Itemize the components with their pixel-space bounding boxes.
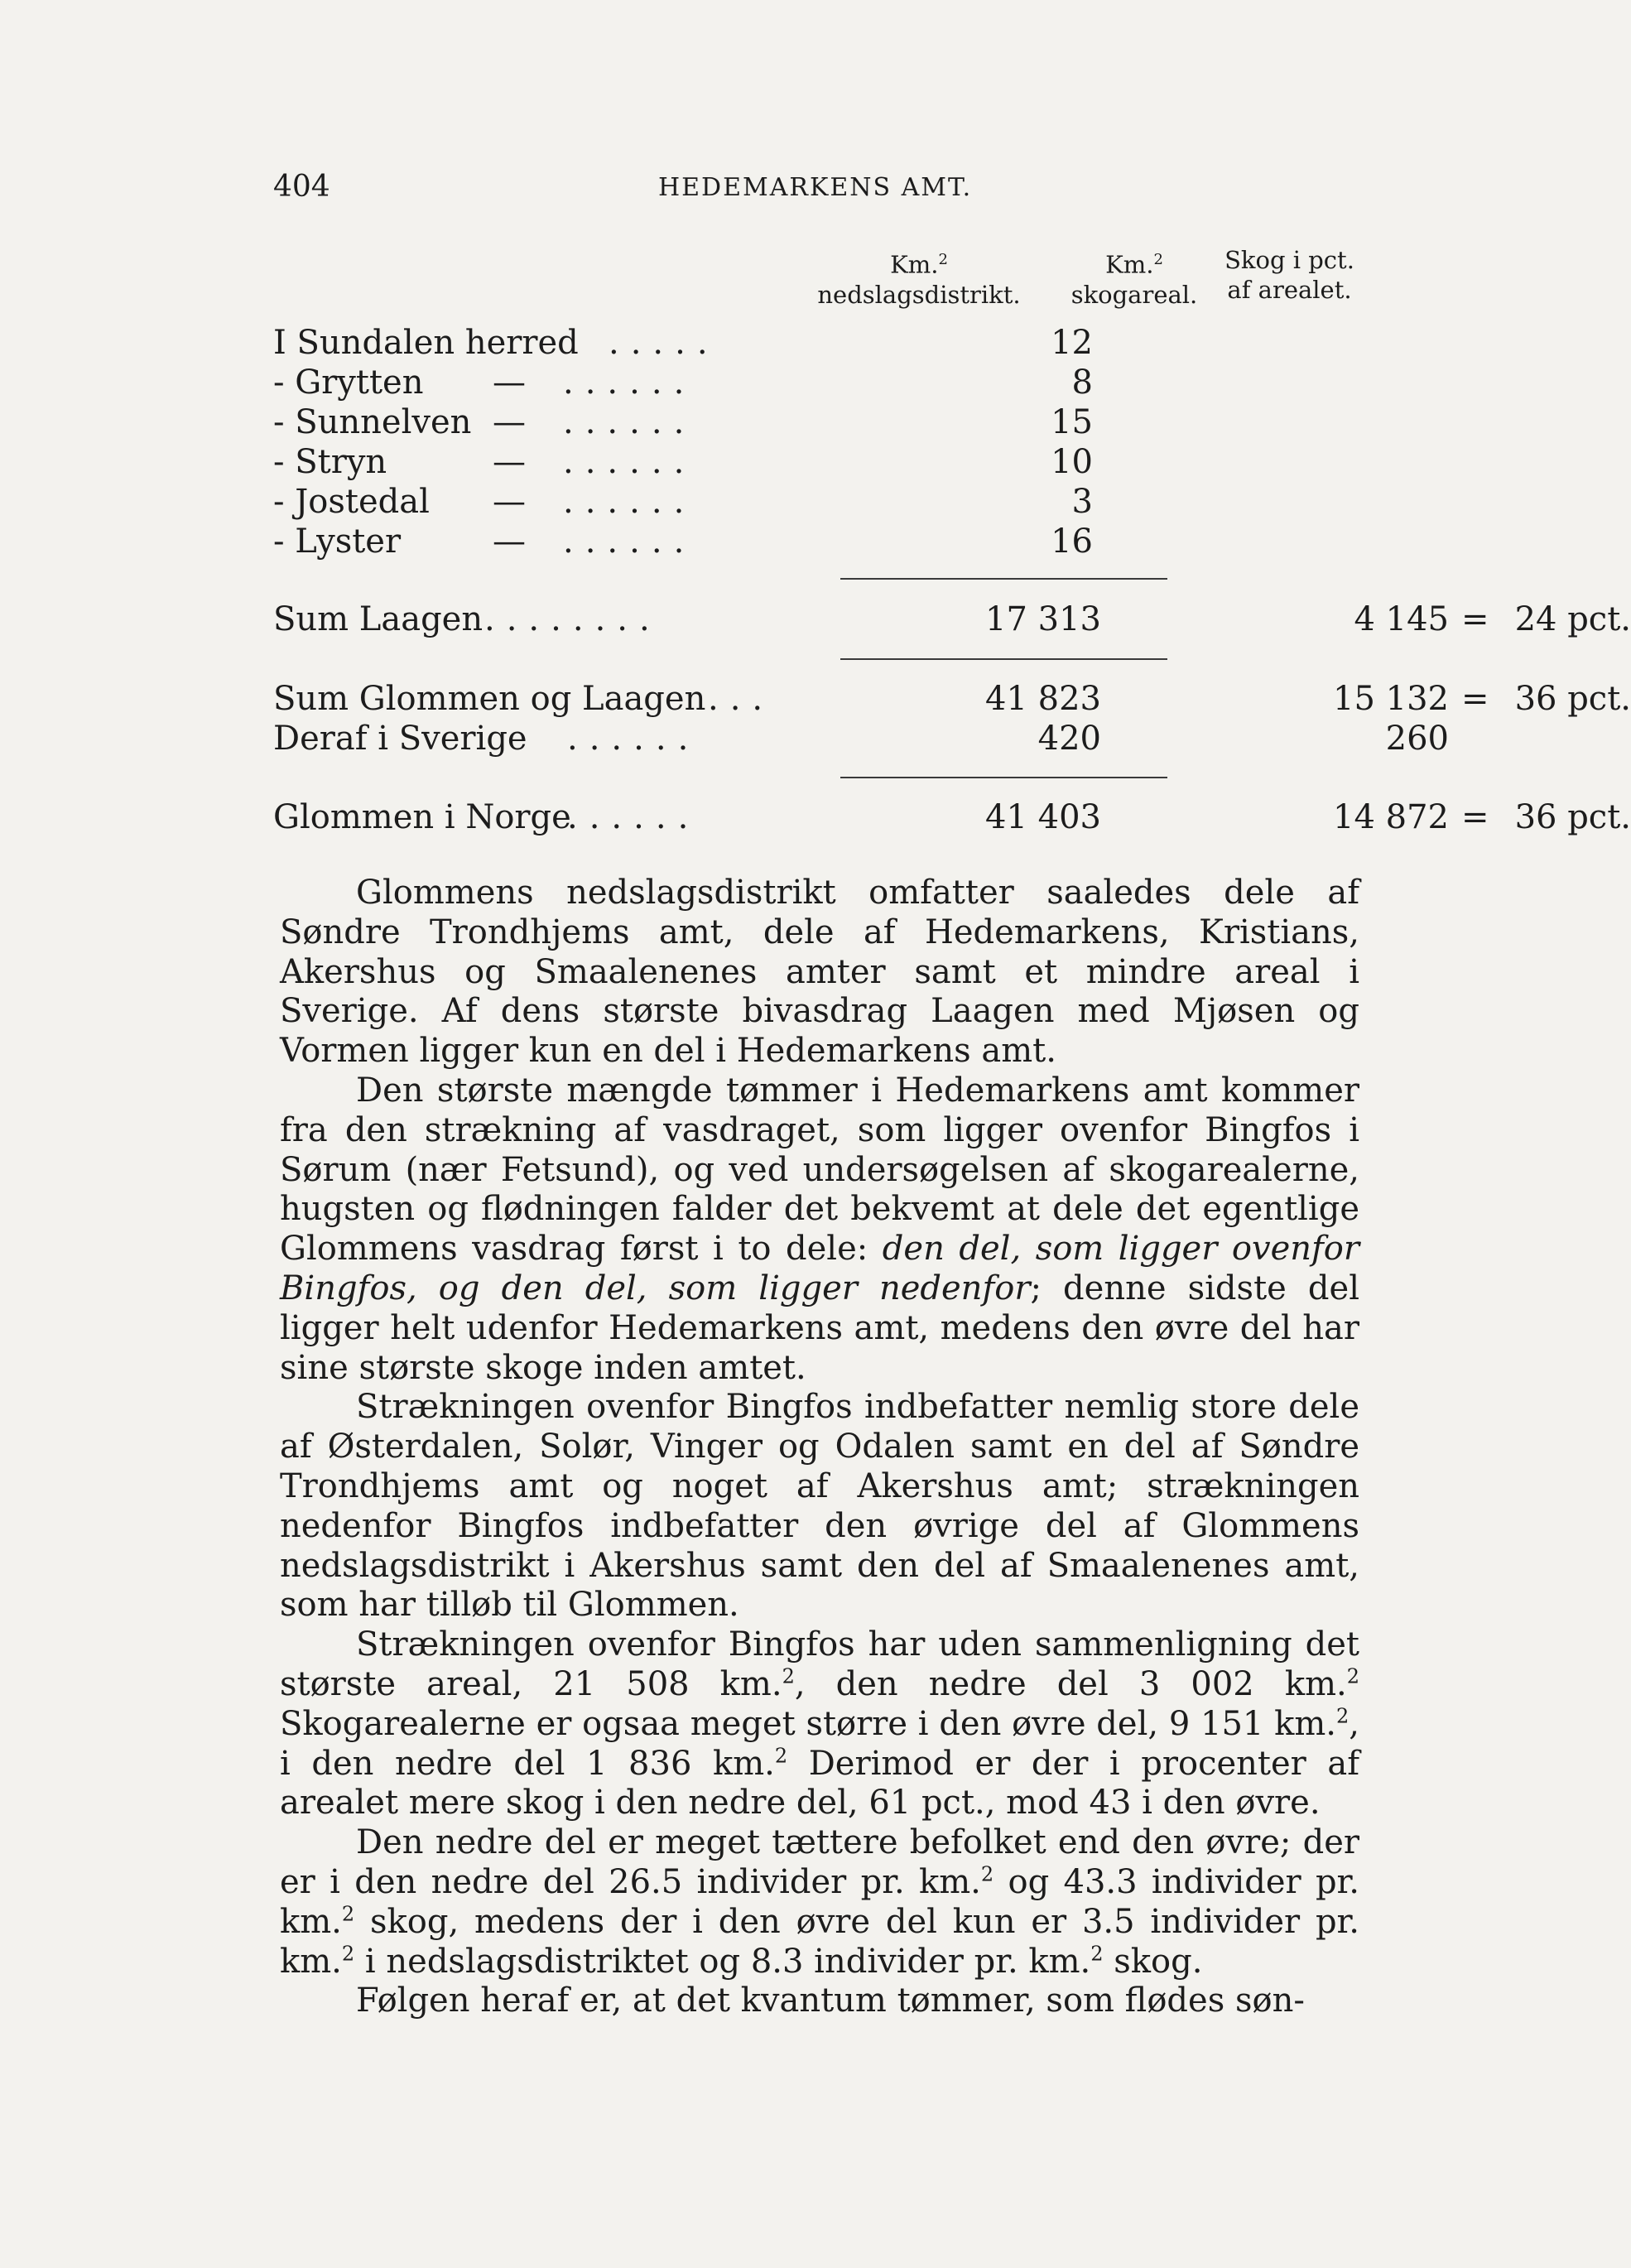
nedslag-value: 8 — [1071, 364, 1093, 402]
leader-dots: ...... — [563, 403, 696, 441]
nedslag-value: 17 313 — [985, 600, 1101, 638]
nedslag-value: 41 403 — [985, 798, 1101, 836]
nedslag-value: 10 — [1051, 443, 1093, 481]
nedslag-value: 41 823 — [985, 680, 1101, 718]
row-label: - Grytten — [273, 364, 424, 402]
ditto-dash: — — [493, 364, 526, 402]
equals-sign: = — [1461, 680, 1489, 718]
paragraph: Følgen heraf er, at det kvantum tømmer, som flødes søn- — [356, 1981, 1305, 2020]
pct-value: 36 pct. — [1514, 798, 1631, 836]
equals-sign: = — [1461, 600, 1489, 638]
sum-glommen-laagen-row — [273, 679, 1631, 719]
table-row — [273, 442, 1358, 482]
column-header-skogareal: Km.$^2$ skogareal. — [1070, 250, 1198, 309]
leader-dots: ...... — [567, 798, 700, 836]
ditto-dash: — — [493, 443, 526, 481]
sum-rule — [840, 658, 1167, 660]
nedslag-value: 420 — [1037, 720, 1101, 758]
page-number: 404 — [273, 170, 330, 204]
paragraph: Strækningen ovenfor Bingfos indbefatter nemlig store dele af Østerdalen, Solør, Vinger og Odalen samt en del af Søndre Trondhjems amt og noget af Akershus amt; strækningen nedenfor Bingfos indbefatter den øvrige del af Glommens nedslagsdistrikt i Akershus samt den del af Smaalenenes amt, som har tilløb til Glommen. — [280, 1388, 1359, 1625]
pct-value: 36 pct. — [1514, 680, 1631, 718]
nedslag-value: 3 — [1071, 483, 1093, 521]
row-label: - Stryn — [273, 443, 387, 481]
leader-dots: ..... — [609, 324, 719, 362]
deraf-sverige-row — [273, 719, 1449, 758]
paragraph: Den største mængde tømmer i Hedemarkens amt kommer fra den strækning af vasdraget, som ligger ovenfor Bingfos i Sørum (nær Fetsund), og ved undersøgelsen af skogarealerne, hugsten og flødningen falder det bekvemt at dele det egentlige Glommens vasdrag først i to dele: den del, som ligger ovenfor Bingfos, og den del, som ligger nedenfor; denne sidste del ligger helt udenfor Hedemarkens amt, medens den øvre del har sine største skoge inden amtet. — [280, 1071, 1360, 1387]
page-header — [273, 170, 1358, 211]
paragraph: Glommens nedslagsdistrikt omfatter saaledes dele af Søndre Trondhjems amt, dele af Hedemarkens, Kristians, Akershus og Smaalenenes amter samt et mindre areal i Sverige. Af dens største bivasdrag Laagen med Mjøsen og Vormen ligger kun en del i Hedemarkens amt. — [280, 874, 1359, 1071]
row-label: Sum Glommen og Laagen — [273, 680, 706, 718]
ditto-dash: — — [493, 522, 526, 561]
row-label: - Sunnelven — [273, 403, 472, 441]
table-row — [273, 363, 1358, 402]
table-row — [273, 482, 1358, 522]
leader-dots: ........ — [484, 600, 662, 638]
nedslag-value: 15 — [1051, 403, 1093, 441]
paragraph: Strækningen ovenfor Bingfos har uden sammenligning det største areal, 21 508 km.$^2$, den nedre del 3 002 km.$^2$ Skogarealerne er ogsaa meget større i den øvre del, 9 151 km.$^2$, i den nedre del 1 836 km.$^2$ Derimod er der i procenter af arealet mere skog i den nedre del, 61 pct., mod 43 i den øvre. — [280, 1625, 1360, 1823]
table-row — [273, 402, 1358, 442]
table-row — [273, 323, 1358, 363]
nedslag-value: 12 — [1051, 324, 1093, 362]
leader-dots: ...... — [563, 483, 696, 521]
row-label: Deraf i Sverige — [273, 720, 527, 758]
row-label: I Sundalen herred — [273, 324, 579, 362]
skog-value: 14 872 — [1333, 798, 1449, 836]
row-label: - Jostedal — [273, 483, 430, 521]
ditto-dash: — — [493, 403, 526, 441]
leader-dots: ...... — [563, 443, 696, 481]
table-row — [273, 522, 1358, 561]
leader-dots: ...... — [563, 364, 696, 402]
italic-emphasis: den del, som ligger ovenfor Bingfos, og den del, som ligger nedenfor — [280, 1230, 1360, 1307]
sum-laagen-row — [273, 600, 1631, 639]
skog-value: 15 132 — [1333, 680, 1449, 718]
paragraph: Den nedre del er meget tættere befolket end den øvre; der er i den nedre del 26.5 individer pr. km.$^2$ og 43.3 individer pr. km.$^2$ skog, medens der i den øvre del kun er 3.5 individer pr. km.$^2$ i nedslagsdistriktet og 8.3 individer pr. km.$^2$ skog. — [280, 1823, 1359, 1981]
running-title: HEDEMARKENS AMT. — [658, 173, 973, 202]
nedslag-value: 16 — [1051, 522, 1093, 561]
sum-rule — [840, 578, 1167, 580]
leader-dots: ...... — [567, 720, 700, 758]
equals-sign: = — [1461, 798, 1489, 836]
row-label: Glommen i Norge — [273, 798, 571, 836]
pct-value: 24 pct. — [1514, 600, 1631, 638]
leader-dots: ...... — [563, 522, 696, 561]
body-text — [280, 874, 1359, 2021]
row-label: Sum Laagen — [273, 600, 484, 638]
skog-value: 260 — [1385, 720, 1449, 758]
row-label: - Lyster — [273, 522, 402, 561]
glommen-norge-row — [273, 797, 1631, 837]
ditto-dash: — — [493, 483, 526, 521]
sum-rule — [840, 777, 1167, 778]
column-header-skog-pct: Skog i pct. af arealet. — [1224, 246, 1354, 304]
leader-dots: ... — [708, 680, 775, 718]
skog-value: 4 145 — [1354, 600, 1449, 638]
column-header-nedslag: Km.$^2$ nedslagsdistrikt. — [817, 250, 1021, 309]
